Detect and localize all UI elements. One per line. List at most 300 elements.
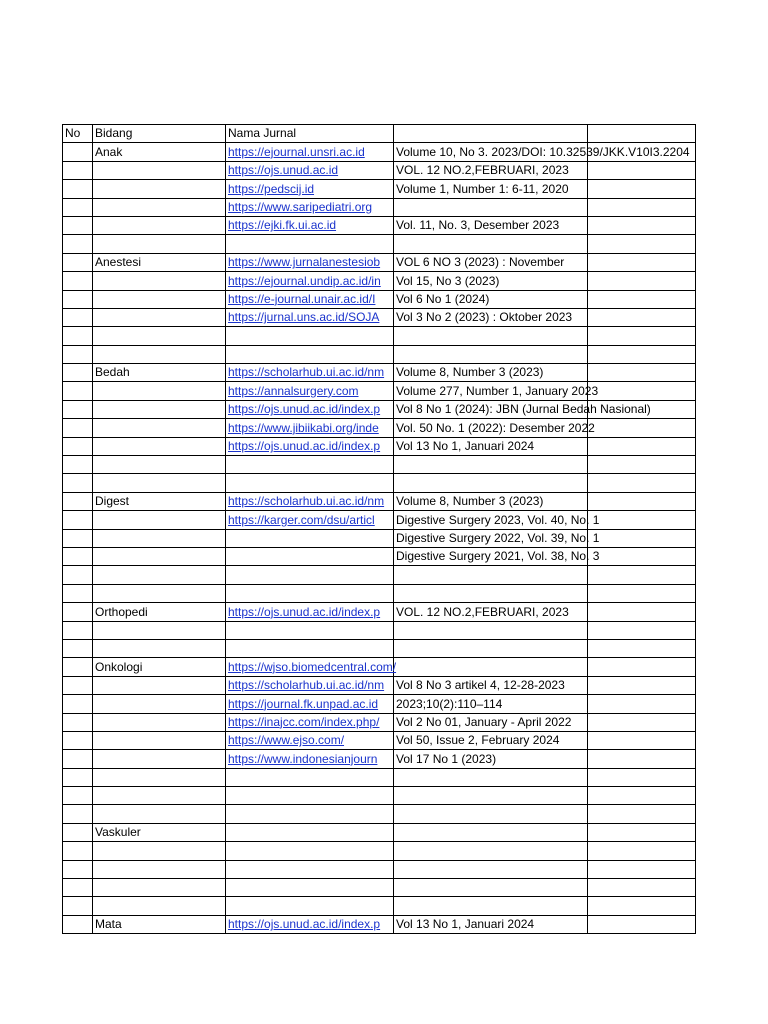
cell-no[interactable] [63, 492, 93, 510]
header-bidang[interactable]: Bidang [93, 125, 226, 143]
cell-extra[interactable] [588, 547, 696, 565]
cell-extra[interactable] [588, 897, 696, 915]
cell-extra[interactable] [588, 437, 696, 455]
cell-bidang[interactable] [93, 879, 226, 897]
cell-extra[interactable] [588, 603, 696, 621]
cell-bidang[interactable] [93, 676, 226, 694]
volume-text: Vol 8 No 1 (2024): JBN (Jurnal Bedah Nasional) [396, 402, 651, 417]
cell-url[interactable] [226, 805, 394, 823]
cell-extra[interactable] [588, 382, 696, 400]
volume-text: Digestive Surgery 2022, Vol. 39, No. 1 [396, 530, 600, 545]
cell-bidang[interactable] [93, 474, 226, 492]
cell-extra[interactable] [588, 235, 696, 253]
cell-extra[interactable] [588, 511, 696, 529]
journal-link[interactable]: https://ojs.unud.ac.id/index.p [228, 439, 381, 454]
volume-text: VOL 6 NO 3 (2023) : November [396, 255, 565, 270]
cell-bidang[interactable] [93, 437, 226, 455]
journal-link[interactable]: https://annalsurgery.com [228, 383, 359, 398]
cell-no[interactable] [63, 750, 93, 768]
table-row [63, 419, 696, 437]
cell-url[interactable] [226, 143, 394, 161]
journal-link[interactable]: https://pedscij.id [228, 181, 315, 196]
cell-no[interactable] [63, 253, 93, 271]
cell-url[interactable] [226, 198, 394, 216]
volume-text: Vol 13 No 1, Januari 2024 [396, 439, 535, 454]
table-row [63, 272, 696, 290]
volume-text: VOL. 12 NO.2,FEBRUARI, 2023 [396, 604, 569, 619]
cell-extra[interactable] [588, 216, 696, 234]
cell-extra[interactable] [588, 879, 696, 897]
cell-url[interactable] [226, 327, 394, 345]
cell-url[interactable] [226, 676, 394, 694]
journal-link[interactable]: https://wjso.biomedcentral.com/ [228, 659, 397, 674]
cell-extra[interactable] [588, 658, 696, 676]
journal-link[interactable]: https://ojs.unud.ac.id/index.p [228, 917, 381, 932]
cell-extra[interactable] [588, 308, 696, 326]
cell-url[interactable] [226, 529, 394, 547]
table-row [63, 474, 696, 492]
cell-volume[interactable] [394, 658, 588, 676]
volume-text: Vol 17 No 1 (2023) [396, 751, 497, 766]
journal-link[interactable]: https://ejournal.unsri.ac.id [228, 144, 365, 159]
cell-bidang[interactable] [93, 235, 226, 253]
table-row [63, 768, 696, 786]
cell-no[interactable] [63, 345, 93, 363]
cell-extra[interactable] [588, 198, 696, 216]
cell-extra[interactable] [588, 327, 696, 345]
table-row [63, 198, 696, 216]
cell-url[interactable] [226, 474, 394, 492]
cell-url[interactable] [226, 842, 394, 860]
table-row [63, 456, 696, 474]
header-row [63, 125, 696, 143]
cell-no[interactable] [63, 566, 93, 584]
header-extra[interactable] [588, 125, 696, 143]
cell-volume[interactable] [394, 639, 588, 657]
journal-link[interactable]: https://e-journal.unair.ac.id/I [228, 291, 376, 306]
cell-extra[interactable] [588, 584, 696, 602]
header-nama-jurnal[interactable]: Nama Jurnal [226, 125, 394, 143]
cell-bidang[interactable] [93, 897, 226, 915]
cell-url[interactable] [226, 272, 394, 290]
cell-volume[interactable] [394, 253, 588, 271]
cell-bidang[interactable] [93, 511, 226, 529]
cell-extra[interactable] [588, 805, 696, 823]
cell-url[interactable] [226, 382, 394, 400]
cell-bidang[interactable] [93, 456, 226, 474]
cell-no[interactable] [63, 235, 93, 253]
cell-volume[interactable] [394, 621, 588, 639]
cell-no[interactable] [63, 584, 93, 602]
journal-link[interactable]: https://scholarhub.ui.ac.id/nm [228, 365, 385, 380]
cell-bidang[interactable] [93, 566, 226, 584]
cell-extra[interactable] [588, 529, 696, 547]
cell-bidang[interactable]: Anak [93, 143, 226, 161]
cell-extra[interactable] [588, 419, 696, 437]
table-row [63, 547, 696, 565]
cell-url[interactable] [226, 400, 394, 418]
table-row [63, 731, 696, 749]
cell-volume[interactable] [394, 419, 595, 437]
journal-link[interactable]: https://karger.com/dsu/articl [228, 512, 375, 527]
journal-spreadsheet [62, 124, 696, 934]
journal-link[interactable]: https://www.ejso.com/ [228, 733, 345, 748]
cell-volume[interactable] [394, 750, 588, 768]
table-row [63, 308, 696, 326]
cell-extra[interactable] [588, 750, 696, 768]
table-row [63, 621, 696, 639]
cell-no[interactable] [63, 805, 93, 823]
cell-no[interactable] [63, 364, 93, 382]
cell-url[interactable] [226, 823, 394, 841]
volume-text: Vol 15, No 3 (2023) [396, 273, 500, 288]
cell-volume[interactable] [394, 437, 588, 455]
cell-url[interactable] [226, 860, 394, 878]
cell-extra[interactable] [588, 842, 696, 860]
cell-volume[interactable] [394, 695, 588, 713]
cell-no[interactable] [63, 713, 93, 731]
cell-no[interactable] [63, 290, 93, 308]
cell-no[interactable] [63, 658, 93, 676]
cell-extra[interactable] [588, 621, 696, 639]
cell-volume[interactable] [394, 676, 588, 694]
volume-text: Volume 277, Number 1, January 2023 [396, 383, 599, 398]
cell-volume[interactable] [394, 566, 588, 584]
journal-link[interactable]: https://www.saripediatri.org [228, 199, 373, 214]
cell-volume[interactable] [394, 768, 588, 786]
cell-bidang[interactable]: Bedah [93, 364, 226, 382]
cell-url[interactable] [226, 437, 394, 455]
table-row [63, 382, 696, 400]
table-row [63, 216, 696, 234]
cell-no[interactable] [63, 639, 93, 657]
cell-extra[interactable] [588, 180, 696, 198]
cell-volume[interactable] [394, 897, 588, 915]
cell-url[interactable] [226, 511, 394, 529]
cell-bidang[interactable] [93, 787, 226, 805]
table-row [63, 511, 696, 529]
journal-link[interactable]: https://scholarhub.ui.ac.id/nm [228, 494, 385, 509]
cell-no[interactable] [63, 897, 93, 915]
cell-no[interactable] [63, 456, 93, 474]
cell-no[interactable] [63, 731, 93, 749]
cell-volume[interactable] [394, 511, 600, 529]
cell-url[interactable] [226, 345, 394, 363]
cell-extra[interactable] [588, 253, 696, 271]
cell-no[interactable] [63, 621, 93, 639]
cell-no[interactable] [63, 879, 93, 897]
table-row [63, 566, 696, 584]
volume-text: Volume 8, Number 3 (2023) [396, 494, 544, 509]
cell-no[interactable] [63, 529, 93, 547]
cell-volume[interactable] [394, 345, 588, 363]
cell-url[interactable] [226, 787, 394, 805]
cell-bidang[interactable] [93, 713, 226, 731]
cell-extra[interactable] [588, 713, 696, 731]
cell-no[interactable] [63, 437, 93, 455]
journal-link[interactable]: https://ojs.unud.ac.id [228, 163, 339, 178]
cell-url[interactable] [226, 750, 394, 768]
cell-volume[interactable] [394, 216, 588, 234]
volume-text: Vol. 11, No. 3, Desember 2023 [396, 218, 560, 233]
cell-bidang[interactable] [93, 382, 226, 400]
volume-text: Vol. 50 No. 1 (2022): Desember 2022 [396, 420, 595, 435]
volume-text: Vol 3 No 2 (2023) : Oktober 2023 [396, 310, 573, 325]
cell-volume[interactable] [394, 474, 588, 492]
cell-bidang[interactable] [93, 290, 226, 308]
cell-bidang[interactable]: Orthopedi [93, 603, 226, 621]
cell-url[interactable] [226, 290, 394, 308]
volume-text: 2023;10(2):110–114 [396, 696, 503, 711]
cell-bidang[interactable] [93, 584, 226, 602]
cell-extra[interactable] [588, 768, 696, 786]
header-no[interactable]: No [63, 125, 93, 143]
cell-no[interactable] [63, 308, 93, 326]
header-volume[interactable] [394, 125, 588, 143]
cell-bidang[interactable]: Mata [93, 915, 226, 933]
cell-extra[interactable] [588, 364, 696, 382]
cell-no[interactable] [63, 419, 93, 437]
cell-volume[interactable] [394, 272, 588, 290]
cell-bidang[interactable] [93, 639, 226, 657]
cell-volume[interactable] [394, 805, 588, 823]
journal-link[interactable]: https://www.jurnalanestesiob [228, 255, 381, 270]
volume-text: Vol 50, Issue 2, February 2024 [396, 733, 560, 748]
cell-no[interactable] [63, 180, 93, 198]
cell-extra[interactable] [588, 860, 696, 878]
cell-url[interactable] [226, 308, 394, 326]
cell-extra[interactable] [588, 492, 696, 510]
cell-bidang[interactable]: Anestesi [93, 253, 226, 271]
cell-volume[interactable] [394, 584, 588, 602]
cell-volume[interactable] [394, 731, 588, 749]
cell-no[interactable] [63, 787, 93, 805]
cell-no[interactable] [63, 860, 93, 878]
cell-extra[interactable] [588, 345, 696, 363]
journal-link[interactable]: https://www.indonesianjourn [228, 751, 378, 766]
cell-no[interactable] [63, 547, 93, 565]
cell-no[interactable] [63, 823, 93, 841]
volume-text: Volume 8, Number 3 (2023) [396, 365, 544, 380]
cell-no[interactable] [63, 272, 93, 290]
journal-link[interactable]: https://inajcc.com/index.php/ [228, 714, 380, 729]
cell-url[interactable] [226, 180, 394, 198]
table-row [63, 676, 696, 694]
table-row [63, 842, 696, 860]
cell-bidang[interactable]: Vaskuler [93, 823, 226, 841]
cell-bidang[interactable] [93, 695, 226, 713]
journal-link[interactable]: https://journal.fk.unpad.ac.id [228, 696, 379, 711]
cell-volume[interactable] [394, 787, 588, 805]
cell-extra[interactable] [588, 474, 696, 492]
cell-bidang[interactable]: Onkologi [93, 658, 226, 676]
table-row [63, 658, 696, 676]
cell-url[interactable] [226, 713, 394, 731]
cell-volume[interactable] [394, 308, 588, 326]
cell-url[interactable] [226, 566, 394, 584]
volume-text: VOL. 12 NO.2,FEBRUARI, 2023 [396, 163, 569, 178]
cell-volume[interactable] [394, 161, 588, 179]
cell-volume[interactable] [394, 235, 588, 253]
cell-extra[interactable] [588, 787, 696, 805]
cell-url[interactable] [226, 235, 394, 253]
cell-no[interactable] [63, 842, 93, 860]
cell-bidang[interactable] [93, 529, 226, 547]
cell-no[interactable] [63, 768, 93, 786]
table-row [63, 529, 696, 547]
cell-url[interactable] [226, 621, 394, 639]
table-row [63, 364, 696, 382]
table-row [63, 879, 696, 897]
volume-text: Volume 10, No 3. 2023/DOI: 10.32539/JKK.V10I3.2204 [396, 144, 690, 159]
cell-volume[interactable] [394, 456, 588, 474]
cell-url[interactable] [226, 639, 394, 657]
cell-volume[interactable] [394, 290, 588, 308]
cell-url[interactable] [226, 695, 394, 713]
cell-extra[interactable] [588, 456, 696, 474]
cell-url[interactable] [226, 731, 394, 749]
cell-bidang[interactable] [93, 345, 226, 363]
cell-volume[interactable] [394, 400, 651, 418]
cell-bidang[interactable] [93, 161, 226, 179]
cell-no[interactable] [63, 161, 93, 179]
journal-link[interactable]: https://www.jibiikabi.org/inde [228, 420, 379, 435]
cell-bidang[interactable] [93, 419, 226, 437]
table-row [63, 400, 696, 418]
cell-url[interactable] [226, 915, 394, 933]
cell-url[interactable] [226, 456, 394, 474]
cell-extra[interactable] [588, 161, 696, 179]
cell-volume[interactable] [394, 364, 588, 382]
table-row [63, 180, 696, 198]
cell-volume[interactable] [394, 879, 588, 897]
cell-extra[interactable] [588, 639, 696, 657]
volume-text: Vol 6 No 1 (2024) [396, 291, 490, 306]
cell-volume[interactable] [394, 529, 600, 547]
cell-url[interactable] [226, 253, 394, 271]
cell-url[interactable] [226, 603, 394, 621]
cell-url[interactable] [226, 658, 397, 676]
cell-no[interactable] [63, 474, 93, 492]
volume-text: Vol 2 No 01, January - April 2022 [396, 714, 572, 729]
cell-extra[interactable] [588, 272, 696, 290]
volume-text: Digestive Surgery 2023, Vol. 40, No. 1 [396, 512, 600, 527]
cell-volume[interactable] [394, 198, 588, 216]
cell-no[interactable] [63, 511, 93, 529]
table-row [63, 161, 696, 179]
table-row [63, 639, 696, 657]
cell-bidang[interactable] [93, 768, 226, 786]
cell-extra[interactable] [588, 915, 696, 933]
cell-bidang[interactable] [93, 805, 226, 823]
table-row [63, 492, 696, 510]
cell-extra[interactable] [588, 823, 696, 841]
cell-no[interactable] [63, 327, 93, 345]
cell-no[interactable] [63, 676, 93, 694]
cell-volume[interactable] [394, 842, 588, 860]
volume-text: Digestive Surgery 2021, Vol. 38, No. 3 [396, 549, 600, 564]
cell-no[interactable] [63, 382, 93, 400]
cell-url[interactable] [226, 364, 394, 382]
cell-url[interactable] [226, 547, 394, 565]
cell-url[interactable] [226, 768, 394, 786]
cell-volume[interactable] [394, 492, 588, 510]
spreadsheet-body [63, 125, 696, 934]
cell-url[interactable] [226, 879, 394, 897]
cell-no[interactable] [63, 603, 93, 621]
cell-extra[interactable] [588, 731, 696, 749]
cell-extra[interactable] [588, 566, 696, 584]
table-row [63, 823, 696, 841]
cell-url[interactable] [226, 492, 394, 510]
cell-bidang[interactable] [93, 842, 226, 860]
volume-text: Vol 8 No 3 artikel 4, 12-28-2023 [396, 678, 565, 693]
cell-volume[interactable] [394, 382, 599, 400]
cell-bidang[interactable] [93, 400, 226, 418]
cell-bidang[interactable] [93, 621, 226, 639]
cell-no[interactable] [63, 198, 93, 216]
cell-bidang[interactable] [93, 180, 226, 198]
cell-bidang[interactable] [93, 327, 226, 345]
table-row [63, 327, 696, 345]
journal-link[interactable]: https://scholarhub.ui.ac.id/nm [228, 678, 385, 693]
cell-volume[interactable] [394, 327, 588, 345]
cell-volume[interactable] [394, 143, 690, 161]
cell-extra[interactable] [588, 695, 696, 713]
cell-url[interactable] [226, 584, 394, 602]
cell-url[interactable] [226, 216, 394, 234]
cell-url[interactable] [226, 897, 394, 915]
cell-bidang[interactable] [93, 216, 226, 234]
journal-link[interactable]: https://ejki.fk.ui.ac.id [228, 218, 337, 233]
cell-volume[interactable] [394, 713, 588, 731]
cell-bidang[interactable] [93, 547, 226, 565]
table-row [63, 143, 696, 161]
cell-extra[interactable] [588, 676, 696, 694]
cell-volume[interactable] [394, 823, 588, 841]
cell-extra[interactable] [588, 290, 696, 308]
cell-no[interactable] [63, 143, 93, 161]
journal-link[interactable]: https://ojs.unud.ac.id/index.p [228, 402, 381, 417]
cell-bidang[interactable] [93, 272, 226, 290]
cell-bidang[interactable] [93, 308, 226, 326]
cell-bidang[interactable] [93, 731, 226, 749]
cell-bidang[interactable]: Digest [93, 492, 226, 510]
journal-link[interactable]: https://jurnal.uns.ac.id/SOJA [228, 310, 380, 325]
cell-url[interactable] [226, 419, 394, 437]
cell-url[interactable] [226, 161, 394, 179]
cell-no[interactable] [63, 915, 93, 933]
cell-no[interactable] [63, 695, 93, 713]
table-row [63, 897, 696, 915]
cell-no[interactable] [63, 216, 93, 234]
cell-bidang[interactable] [93, 860, 226, 878]
table-row [63, 437, 696, 455]
cell-volume[interactable] [394, 915, 588, 933]
cell-volume[interactable] [394, 180, 588, 198]
table-row [63, 750, 696, 768]
journal-link[interactable]: https://ojs.unud.ac.id/index.p [228, 604, 381, 619]
cell-no[interactable] [63, 400, 93, 418]
cell-volume[interactable] [394, 603, 588, 621]
table-row [63, 713, 696, 731]
table-row [63, 805, 696, 823]
cell-volume[interactable] [394, 547, 600, 565]
cell-bidang[interactable] [93, 750, 226, 768]
journal-link[interactable]: https://ejournal.undip.ac.id/in [228, 273, 381, 288]
cell-volume[interactable] [394, 860, 588, 878]
cell-bidang[interactable] [93, 198, 226, 216]
